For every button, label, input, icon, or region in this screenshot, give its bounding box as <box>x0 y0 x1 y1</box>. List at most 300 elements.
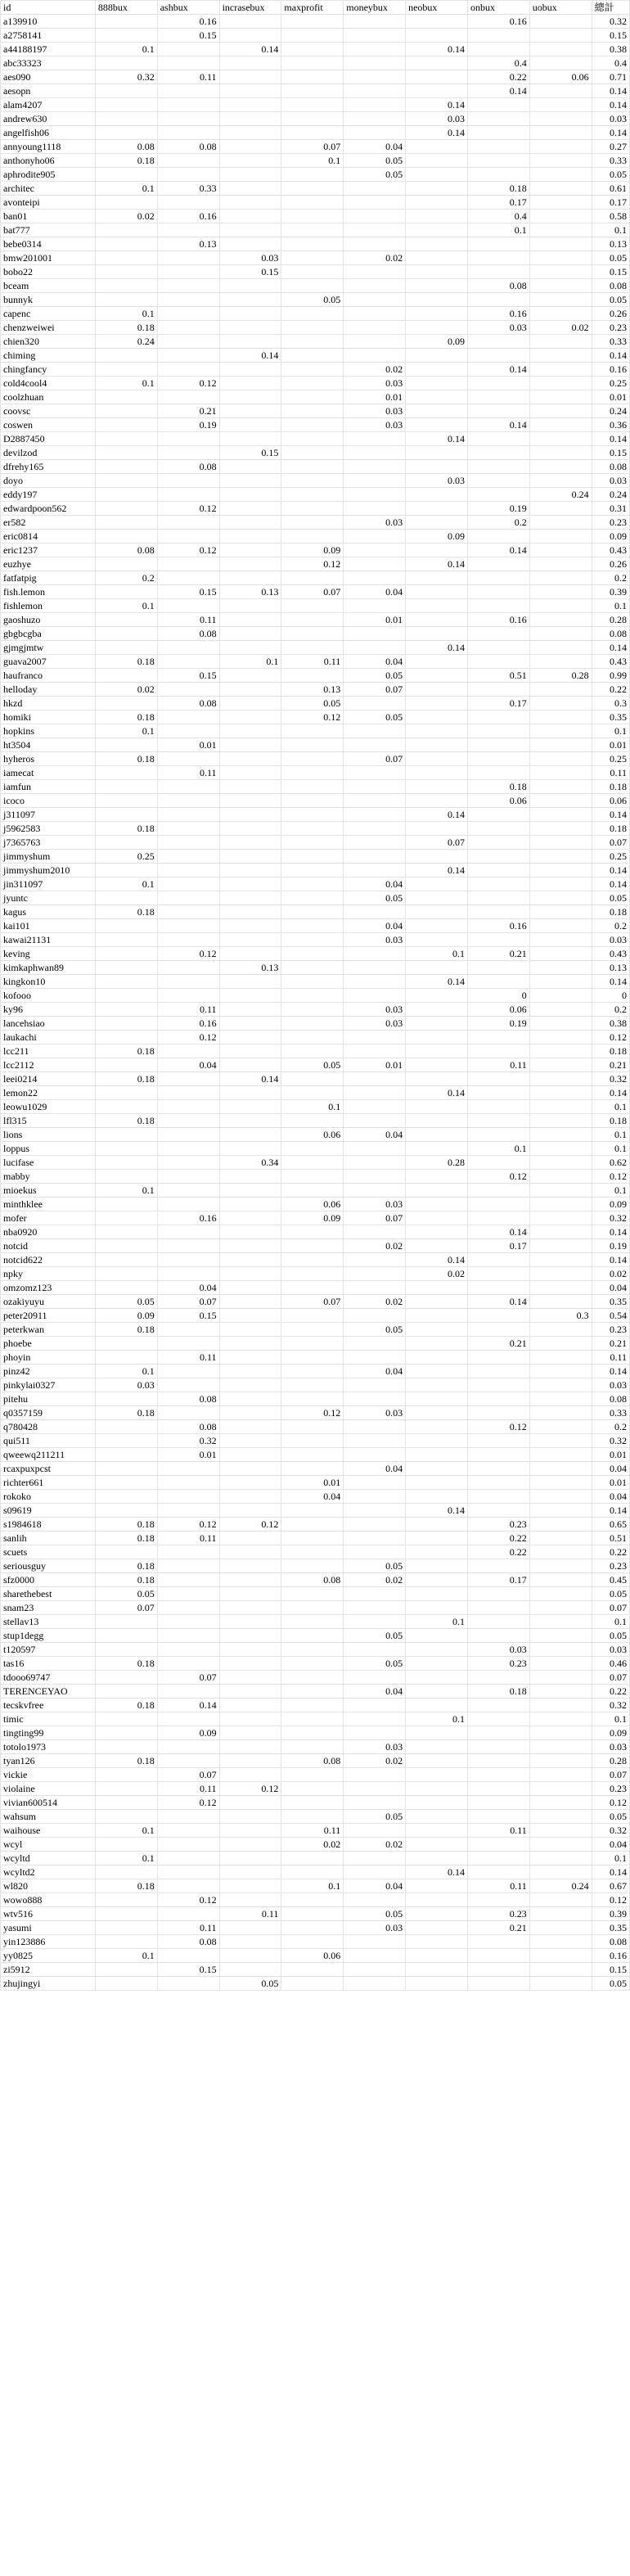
value-cell[interactable]: 0.13 <box>592 237 629 251</box>
value-cell[interactable]: 0.23 <box>592 321 629 335</box>
row-id-cell[interactable]: jyuntc <box>1 891 96 905</box>
value-cell[interactable] <box>219 29 281 43</box>
value-cell[interactable]: 0.12 <box>157 1796 219 1810</box>
row-id-cell[interactable]: leowu1029 <box>1 1100 96 1114</box>
value-cell[interactable]: 0.11 <box>592 1351 629 1365</box>
value-cell[interactable] <box>344 56 406 70</box>
row-id-cell[interactable]: rcaxpuxpcst <box>1 1462 96 1476</box>
value-cell[interactable]: 0 <box>467 989 529 1003</box>
value-cell[interactable] <box>406 1211 468 1225</box>
value-cell[interactable] <box>95 1768 157 1782</box>
value-cell[interactable] <box>157 1378 219 1392</box>
value-cell[interactable]: 0.04 <box>344 877 406 891</box>
value-cell[interactable]: 0.14 <box>406 641 468 655</box>
value-cell[interactable] <box>95 864 157 877</box>
value-cell[interactable] <box>467 1392 529 1406</box>
row-id-cell[interactable]: icoco <box>1 794 96 808</box>
row-id-cell[interactable]: seriousguy <box>1 1559 96 1573</box>
value-cell[interactable] <box>344 210 406 223</box>
value-cell[interactable] <box>281 1782 344 1796</box>
value-cell[interactable]: 0.15 <box>592 446 629 460</box>
value-cell[interactable] <box>95 919 157 933</box>
value-cell[interactable] <box>157 1949 219 1963</box>
value-cell[interactable]: 0.06 <box>529 70 592 84</box>
value-cell[interactable]: 0.15 <box>592 1963 629 1977</box>
value-cell[interactable] <box>281 1504 344 1518</box>
value-cell[interactable] <box>95 265 157 279</box>
row-id-cell[interactable]: wtv516 <box>1 1907 96 1921</box>
value-cell[interactable] <box>529 1225 592 1239</box>
value-cell[interactable] <box>219 488 281 502</box>
value-cell[interactable] <box>467 1810 529 1824</box>
value-cell[interactable]: 0.39 <box>592 1907 629 1921</box>
value-cell[interactable] <box>281 1963 344 1977</box>
value-cell[interactable]: 0.14 <box>406 1865 468 1879</box>
value-cell[interactable] <box>406 1949 468 1963</box>
value-cell[interactable] <box>95 223 157 237</box>
value-cell[interactable] <box>95 1462 157 1476</box>
value-cell[interactable]: 0.15 <box>157 585 219 599</box>
value-cell[interactable]: 0.61 <box>592 182 629 196</box>
value-cell[interactable] <box>406 56 468 70</box>
value-cell[interactable]: 0.14 <box>406 808 468 822</box>
value-cell[interactable] <box>281 780 344 794</box>
value-cell[interactable] <box>281 1072 344 1086</box>
value-cell[interactable]: 0.12 <box>592 1031 629 1044</box>
value-cell[interactable] <box>344 557 406 571</box>
value-cell[interactable] <box>406 265 468 279</box>
value-cell[interactable] <box>95 1476 157 1490</box>
value-cell[interactable] <box>157 1657 219 1671</box>
value-cell[interactable] <box>219 697 281 711</box>
value-cell[interactable] <box>529 1128 592 1142</box>
value-cell[interactable] <box>467 1378 529 1392</box>
row-id-cell[interactable]: wcyltd <box>1 1852 96 1865</box>
value-cell[interactable] <box>406 1559 468 1573</box>
value-cell[interactable] <box>406 251 468 265</box>
value-cell[interactable]: 0.33 <box>592 1406 629 1420</box>
value-cell[interactable] <box>344 196 406 210</box>
value-cell[interactable]: 0.14 <box>406 1086 468 1100</box>
value-cell[interactable] <box>157 557 219 571</box>
value-cell[interactable]: 0.05 <box>592 891 629 905</box>
value-cell[interactable]: 0.21 <box>467 1921 529 1935</box>
value-cell[interactable]: 0.02 <box>344 1239 406 1253</box>
value-cell[interactable] <box>406 349 468 363</box>
value-cell[interactable] <box>406 154 468 168</box>
value-cell[interactable] <box>95 349 157 363</box>
value-cell[interactable]: 0.18 <box>592 1044 629 1058</box>
row-id-cell[interactable]: cold4cool4 <box>1 377 96 390</box>
value-cell[interactable]: 0.15 <box>157 1309 219 1323</box>
value-cell[interactable]: 0.38 <box>592 43 629 56</box>
value-cell[interactable]: 0.14 <box>406 43 468 56</box>
row-id-cell[interactable]: t120597 <box>1 1643 96 1657</box>
value-cell[interactable] <box>529 474 592 488</box>
value-cell[interactable] <box>157 474 219 488</box>
value-cell[interactable]: 0.08 <box>157 697 219 711</box>
value-cell[interactable] <box>529 363 592 377</box>
value-cell[interactable] <box>406 780 468 794</box>
value-cell[interactable] <box>467 627 529 641</box>
row-id-cell[interactable]: zi5912 <box>1 1963 96 1977</box>
row-id-cell[interactable]: sharethebest <box>1 1587 96 1601</box>
value-cell[interactable]: 0.43 <box>592 947 629 961</box>
value-cell[interactable] <box>467 1949 529 1963</box>
value-cell[interactable] <box>344 98 406 112</box>
value-cell[interactable] <box>281 1003 344 1017</box>
value-cell[interactable] <box>467 1490 529 1504</box>
value-cell[interactable] <box>95 1921 157 1935</box>
value-cell[interactable]: 0.1 <box>592 724 629 738</box>
value-cell[interactable] <box>157 307 219 321</box>
value-cell[interactable] <box>95 1434 157 1448</box>
value-cell[interactable]: 0.02 <box>344 1573 406 1587</box>
value-cell[interactable] <box>467 1671 529 1685</box>
value-cell[interactable] <box>467 683 529 697</box>
value-cell[interactable] <box>467 1448 529 1462</box>
value-cell[interactable] <box>406 1184 468 1198</box>
row-id-cell[interactable]: haufranco <box>1 669 96 683</box>
value-cell[interactable] <box>95 251 157 265</box>
value-cell[interactable]: 0.43 <box>592 544 629 557</box>
value-cell[interactable]: 0.33 <box>157 182 219 196</box>
value-cell[interactable] <box>281 1699 344 1712</box>
value-cell[interactable] <box>467 1365 529 1378</box>
value-cell[interactable]: 0.01 <box>592 390 629 404</box>
column-header[interactable]: neobux <box>406 1 468 15</box>
value-cell[interactable] <box>529 307 592 321</box>
value-cell[interactable]: 0.65 <box>592 1518 629 1532</box>
value-cell[interactable] <box>529 43 592 56</box>
value-cell[interactable]: 0.04 <box>157 1281 219 1295</box>
value-cell[interactable] <box>157 196 219 210</box>
value-cell[interactable] <box>406 1824 468 1838</box>
value-cell[interactable] <box>219 1017 281 1031</box>
value-cell[interactable] <box>219 140 281 154</box>
value-cell[interactable] <box>157 1072 219 1086</box>
value-cell[interactable] <box>344 279 406 293</box>
row-id-cell[interactable]: phoebe <box>1 1337 96 1351</box>
value-cell[interactable] <box>281 1615 344 1629</box>
value-cell[interactable]: 0.12 <box>157 1031 219 1044</box>
value-cell[interactable] <box>406 933 468 947</box>
value-cell[interactable]: 0.35 <box>592 1295 629 1309</box>
value-cell[interactable] <box>467 377 529 390</box>
column-header[interactable]: onbux <box>467 1 529 15</box>
value-cell[interactable] <box>157 56 219 70</box>
value-cell[interactable]: 0.19 <box>157 418 219 432</box>
row-id-cell[interactable]: laukachi <box>1 1031 96 1044</box>
value-cell[interactable]: 0.1 <box>281 1879 344 1893</box>
value-cell[interactable] <box>344 1852 406 1865</box>
value-cell[interactable]: 0.1 <box>592 1184 629 1198</box>
row-id-cell[interactable]: doyo <box>1 474 96 488</box>
value-cell[interactable]: 0.09 <box>281 1211 344 1225</box>
value-cell[interactable] <box>157 877 219 891</box>
value-cell[interactable] <box>157 1852 219 1865</box>
value-cell[interactable] <box>95 196 157 210</box>
value-cell[interactable]: 0.06 <box>467 794 529 808</box>
value-cell[interactable]: 0.07 <box>344 752 406 766</box>
value-cell[interactable]: 0.14 <box>592 808 629 822</box>
value-cell[interactable]: 0.14 <box>467 418 529 432</box>
value-cell[interactable] <box>406 1462 468 1476</box>
value-cell[interactable] <box>467 1462 529 1476</box>
row-id-cell[interactable]: ht3504 <box>1 738 96 752</box>
value-cell[interactable] <box>344 571 406 585</box>
value-cell[interactable] <box>467 877 529 891</box>
value-cell[interactable] <box>157 1100 219 1114</box>
value-cell[interactable] <box>406 1058 468 1072</box>
row-id-cell[interactable]: bat777 <box>1 223 96 237</box>
value-cell[interactable] <box>467 738 529 752</box>
value-cell[interactable] <box>157 251 219 265</box>
row-id-cell[interactable]: architec <box>1 182 96 196</box>
value-cell[interactable] <box>219 432 281 446</box>
value-cell[interactable]: 0.14 <box>467 544 529 557</box>
value-cell[interactable]: 0.1 <box>95 599 157 613</box>
row-id-cell[interactable]: bebe0314 <box>1 237 96 251</box>
value-cell[interactable] <box>467 585 529 599</box>
value-cell[interactable] <box>95 363 157 377</box>
value-cell[interactable] <box>406 1351 468 1365</box>
value-cell[interactable] <box>281 502 344 516</box>
value-cell[interactable] <box>344 989 406 1003</box>
value-cell[interactable] <box>406 961 468 975</box>
value-cell[interactable] <box>467 1114 529 1128</box>
value-cell[interactable] <box>157 1225 219 1239</box>
value-cell[interactable]: 0.35 <box>592 711 629 724</box>
value-cell[interactable] <box>95 1225 157 1239</box>
value-cell[interactable]: 0.11 <box>157 1003 219 1017</box>
value-cell[interactable]: 0.16 <box>157 1211 219 1225</box>
value-cell[interactable]: 0.03 <box>344 1740 406 1754</box>
value-cell[interactable] <box>219 474 281 488</box>
value-cell[interactable] <box>406 613 468 627</box>
value-cell[interactable] <box>529 1434 592 1448</box>
column-header[interactable]: ashbux <box>157 1 219 15</box>
value-cell[interactable] <box>95 1211 157 1225</box>
value-cell[interactable]: 0.03 <box>344 377 406 390</box>
value-cell[interactable] <box>344 766 406 780</box>
value-cell[interactable] <box>406 1337 468 1351</box>
value-cell[interactable]: 0.18 <box>95 1699 157 1712</box>
value-cell[interactable] <box>467 1852 529 1865</box>
value-cell[interactable] <box>344 780 406 794</box>
value-cell[interactable] <box>529 1365 592 1378</box>
value-cell[interactable] <box>529 1699 592 1712</box>
value-cell[interactable]: 0.09 <box>592 1726 629 1740</box>
value-cell[interactable] <box>219 1657 281 1671</box>
value-cell[interactable] <box>344 697 406 711</box>
value-cell[interactable]: 0.13 <box>281 683 344 697</box>
row-id-cell[interactable]: kofooo <box>1 989 96 1003</box>
value-cell[interactable] <box>529 1782 592 1796</box>
value-cell[interactable] <box>157 571 219 585</box>
value-cell[interactable]: 0.51 <box>592 1532 629 1545</box>
row-id-cell[interactable]: peterkwan <box>1 1323 96 1337</box>
value-cell[interactable] <box>157 488 219 502</box>
value-cell[interactable]: 0.09 <box>592 1198 629 1211</box>
value-cell[interactable] <box>157 516 219 530</box>
value-cell[interactable] <box>467 1031 529 1044</box>
value-cell[interactable] <box>406 1044 468 1058</box>
value-cell[interactable]: 0.14 <box>467 1295 529 1309</box>
value-cell[interactable] <box>529 571 592 585</box>
value-cell[interactable] <box>529 905 592 919</box>
value-cell[interactable] <box>95 432 157 446</box>
value-cell[interactable] <box>219 1434 281 1448</box>
value-cell[interactable] <box>281 363 344 377</box>
value-cell[interactable]: 0.2 <box>592 571 629 585</box>
value-cell[interactable] <box>406 1114 468 1128</box>
value-cell[interactable]: 0.19 <box>467 1017 529 1031</box>
value-cell[interactable]: 0.18 <box>95 1754 157 1768</box>
value-cell[interactable] <box>281 947 344 961</box>
value-cell[interactable] <box>406 321 468 335</box>
value-cell[interactable] <box>157 1128 219 1142</box>
value-cell[interactable] <box>281 335 344 349</box>
value-cell[interactable] <box>406 279 468 293</box>
value-cell[interactable]: 0.1 <box>95 377 157 390</box>
value-cell[interactable] <box>344 15 406 29</box>
row-id-cell[interactable]: vickie <box>1 1768 96 1782</box>
value-cell[interactable] <box>281 15 344 29</box>
row-id-cell[interactable]: aesopn <box>1 84 96 98</box>
value-cell[interactable] <box>95 1170 157 1184</box>
value-cell[interactable]: 0.08 <box>592 1935 629 1949</box>
value-cell[interactable] <box>529 1378 592 1392</box>
value-cell[interactable] <box>281 237 344 251</box>
value-cell[interactable] <box>467 1211 529 1225</box>
value-cell[interactable] <box>529 1031 592 1044</box>
value-cell[interactable]: 0.08 <box>95 140 157 154</box>
value-cell[interactable] <box>406 738 468 752</box>
value-cell[interactable] <box>529 655 592 669</box>
value-cell[interactable] <box>281 84 344 98</box>
row-id-cell[interactable]: avonteipi <box>1 196 96 210</box>
value-cell[interactable] <box>529 140 592 154</box>
value-cell[interactable]: 0.11 <box>467 1058 529 1072</box>
value-cell[interactable] <box>281 752 344 766</box>
value-cell[interactable] <box>529 1518 592 1532</box>
value-cell[interactable] <box>467 1587 529 1601</box>
value-cell[interactable] <box>529 752 592 766</box>
value-cell[interactable] <box>344 1225 406 1239</box>
row-id-cell[interactable]: eric0814 <box>1 530 96 544</box>
value-cell[interactable] <box>529 544 592 557</box>
value-cell[interactable] <box>219 1629 281 1643</box>
value-cell[interactable] <box>157 1184 219 1198</box>
value-cell[interactable] <box>219 557 281 571</box>
value-cell[interactable] <box>529 1114 592 1128</box>
value-cell[interactable] <box>344 265 406 279</box>
value-cell[interactable] <box>344 29 406 43</box>
value-cell[interactable]: 0.11 <box>467 1879 529 1893</box>
value-cell[interactable] <box>281 1629 344 1643</box>
value-cell[interactable] <box>219 377 281 390</box>
value-cell[interactable]: 0.1 <box>219 655 281 669</box>
value-cell[interactable] <box>157 905 219 919</box>
value-cell[interactable] <box>467 98 529 112</box>
row-id-cell[interactable]: chiming <box>1 349 96 363</box>
value-cell[interactable] <box>219 724 281 738</box>
value-cell[interactable] <box>95 697 157 711</box>
value-cell[interactable]: 0.03 <box>344 516 406 530</box>
value-cell[interactable]: 0.11 <box>157 766 219 780</box>
value-cell[interactable] <box>467 808 529 822</box>
value-cell[interactable] <box>529 1685 592 1699</box>
value-cell[interactable] <box>406 1392 468 1406</box>
value-cell[interactable] <box>344 460 406 474</box>
value-cell[interactable] <box>95 585 157 599</box>
value-cell[interactable]: 0.04 <box>592 1490 629 1504</box>
value-cell[interactable] <box>467 975 529 989</box>
value-cell[interactable] <box>281 1044 344 1058</box>
value-cell[interactable] <box>467 1893 529 1907</box>
value-cell[interactable] <box>406 1309 468 1323</box>
value-cell[interactable] <box>344 808 406 822</box>
value-cell[interactable] <box>157 98 219 112</box>
row-id-cell[interactable]: devilzod <box>1 446 96 460</box>
value-cell[interactable] <box>281 1337 344 1351</box>
value-cell[interactable] <box>529 1657 592 1671</box>
value-cell[interactable] <box>406 29 468 43</box>
row-id-cell[interactable]: timic <box>1 1712 96 1726</box>
value-cell[interactable] <box>157 43 219 56</box>
value-cell[interactable] <box>157 1476 219 1490</box>
value-cell[interactable] <box>467 1963 529 1977</box>
value-cell[interactable]: 0.22 <box>467 70 529 84</box>
row-id-cell[interactable]: qui511 <box>1 1434 96 1448</box>
value-cell[interactable]: 0.02 <box>406 1267 468 1281</box>
value-cell[interactable] <box>95 1671 157 1685</box>
value-cell[interactable] <box>406 237 468 251</box>
value-cell[interactable] <box>157 1754 219 1768</box>
value-cell[interactable] <box>529 1852 592 1865</box>
row-id-cell[interactable]: peter20911 <box>1 1309 96 1323</box>
value-cell[interactable] <box>529 1740 592 1754</box>
value-cell[interactable] <box>219 1031 281 1044</box>
value-cell[interactable]: 0.02 <box>344 1838 406 1852</box>
value-cell[interactable] <box>529 1170 592 1184</box>
value-cell[interactable] <box>157 1267 219 1281</box>
value-cell[interactable] <box>529 377 592 390</box>
value-cell[interactable]: 0.02 <box>95 683 157 697</box>
value-cell[interactable]: 0.12 <box>157 1893 219 1907</box>
value-cell[interactable] <box>529 126 592 140</box>
value-cell[interactable] <box>406 1740 468 1754</box>
value-cell[interactable] <box>344 1100 406 1114</box>
value-cell[interactable] <box>219 1768 281 1782</box>
value-cell[interactable]: 0.11 <box>592 766 629 780</box>
value-cell[interactable] <box>406 794 468 808</box>
value-cell[interactable] <box>157 154 219 168</box>
value-cell[interactable] <box>344 1782 406 1796</box>
value-cell[interactable] <box>157 1086 219 1100</box>
row-id-cell[interactable]: ozakiyuyu <box>1 1295 96 1309</box>
value-cell[interactable] <box>95 738 157 752</box>
value-cell[interactable] <box>406 307 468 321</box>
row-id-cell[interactable]: dfrehy165 <box>1 460 96 474</box>
value-cell[interactable]: 0.17 <box>467 1573 529 1587</box>
value-cell[interactable] <box>529 1587 592 1601</box>
value-cell[interactable] <box>344 1963 406 1977</box>
value-cell[interactable] <box>529 335 592 349</box>
value-cell[interactable] <box>467 711 529 724</box>
value-cell[interactable]: 0.07 <box>281 140 344 154</box>
